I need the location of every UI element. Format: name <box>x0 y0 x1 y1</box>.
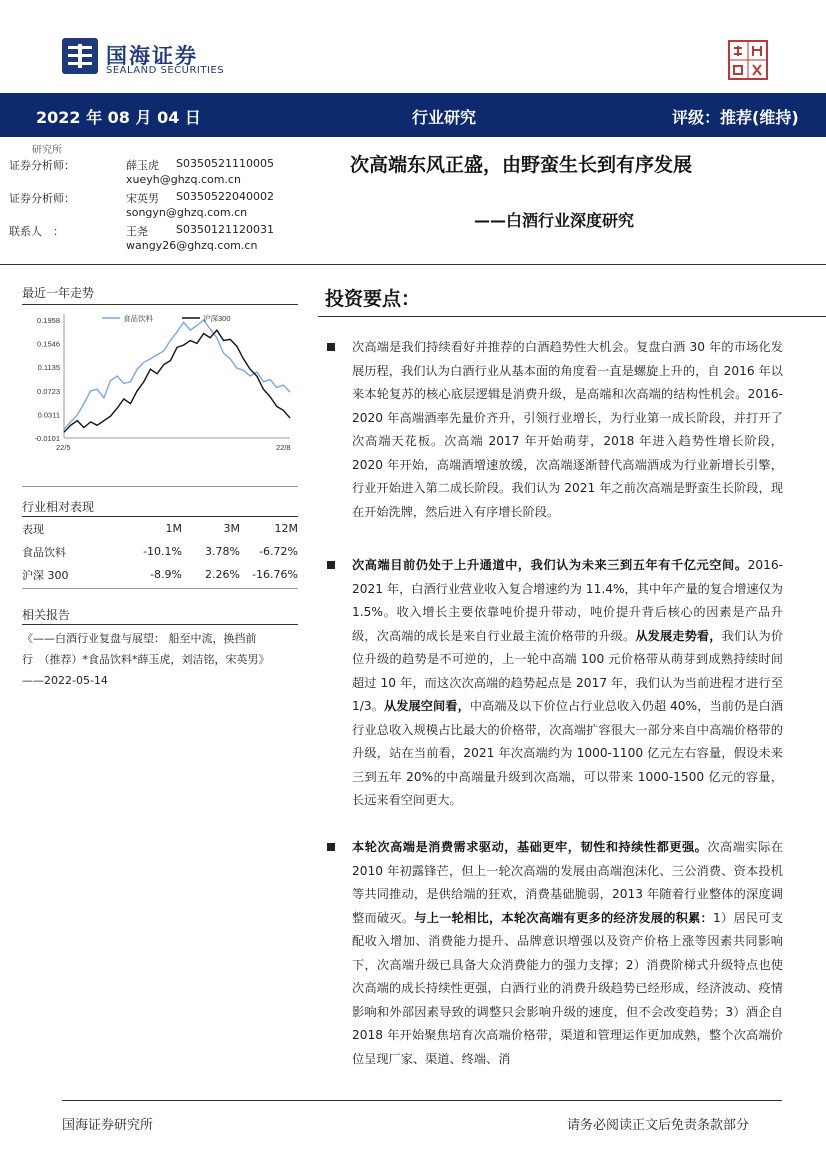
sealand-logo-icon <box>62 38 98 74</box>
performance-title: 行业相对表现 <box>22 500 95 514</box>
research-seal-icon <box>728 40 768 80</box>
body-text: 我们认为价位升级的趋势是不可逆的，上一轮中高端 100 元价格带从萌芽到成熟持续时间超过 10 年，而这次次高端的趋势起点是 2017 年，我们认为当前进程才进行至 1/3。 <box>352 628 784 713</box>
divider <box>22 588 298 589</box>
bold-text: 本轮次高端是消费需求驱动，基础更牢，韧性和持续性都更强。 <box>352 840 708 854</box>
divider <box>0 264 826 265</box>
related-report-date: ——2022-05-14 <box>22 674 108 687</box>
institute-label: 研究所 <box>32 145 62 156</box>
contact-name: 王尧 <box>126 225 148 238</box>
highlight-paragraph-3 <box>352 836 783 1071</box>
trend-chart <box>22 308 298 458</box>
report-title: 次高端东风正盛，由野蛮生长到有序发展 <box>350 154 693 176</box>
column-header: 3M <box>223 522 240 535</box>
bold-text: 与上一轮相比，本轮次高端有更多的经济发展的积累： <box>414 910 714 925</box>
x-tick-label: 22/8 <box>276 443 291 452</box>
table-row <box>22 563 298 586</box>
bold-text: 次高端目前仍处于上升通道中，我们认为未来三到五年有千亿元空间。 <box>352 558 748 572</box>
table-cell: 食品饮料 <box>22 545 66 559</box>
table-cell: -6.72% <box>259 545 298 558</box>
analyst-name: 薛玉虎 <box>126 159 159 172</box>
company-name-cn: 国海证券 <box>106 44 198 68</box>
body-text: 2016-2021 年，白酒行业营业收入复合增速约为 11.4%，其中年产量的复合增速仅为 1.5%。收入增长主要依靠吨价提升带动，吨价提升背后核心的因素是产品升级，次高端的成长是来自行业最主流价格带的升级。 <box>352 558 783 643</box>
highlight-paragraph-1: 次高端是我们持续看好并推荐的白酒趋势性大机会。复盘白酒 30 年的市场化发展历程，我们认为白酒行业从基本面的角度看一直是螺旋上升的，自 2016 年以来本轮复苏的核心底层逻辑是消费升级，是高端和次高端的结构性机会。2016-2020 年高端酒率先量价齐升，引领行业增长，为行业第一成长阶段，并打开了次高端天花板。次高端 2017 年开始萌芽，2018 年进入趋势性增长阶段，2020 年开始，高端酒增速放缓，次高端逐渐替代高端酒成为行业新增长引擎，行业开始进入第二成长阶段。我们认为 2021 年之前次高端是野蛮生长阶段，现在开始洗牌，然后进入有序增长阶段。 <box>352 340 783 519</box>
report-type: 行业研究 <box>412 108 477 127</box>
analyst-role: 证券分析师： <box>9 159 75 172</box>
analyst-email[interactable]: xueyh@ghzq.com.cn <box>126 173 241 186</box>
bold-text: 从发展空间看， <box>383 699 470 713</box>
y-tick-label: -0.0101 <box>34 434 60 443</box>
table-cell: -8.9% <box>150 568 182 581</box>
investment-highlights-title: 投资要点： <box>325 288 421 310</box>
rating: 评级：推荐(维持) <box>672 108 799 127</box>
legend-label: 食品饮料 <box>123 314 153 323</box>
related-title: 相关报告 <box>22 608 71 622</box>
table-header-row <box>22 517 298 540</box>
analyst-name: 宋英男 <box>126 192 159 205</box>
divider <box>318 316 826 317</box>
related-report-line: 《——白酒行业复盘与展望： 船至中流，换挡前 <box>22 632 257 645</box>
analyst-role: 证券分析师： <box>9 192 75 205</box>
contact-code: S0350121120031 <box>176 223 274 236</box>
highlight-paragraph-2 <box>352 554 783 813</box>
report-date: 2022 年 08 月 04 日 <box>36 108 201 127</box>
table-cell: 沪深 300 <box>22 568 69 582</box>
footer-disclaimer: 请务必阅读正文后免责条款部分 <box>567 1118 750 1133</box>
trend-title: 最近一年走势 <box>22 286 95 300</box>
column-header: 1M <box>165 522 182 535</box>
company-name-en: SEALAND SECURITIES <box>106 65 225 76</box>
table-row <box>22 540 298 563</box>
analyst-email[interactable]: songyn@ghzq.com.cn <box>126 206 248 219</box>
divider <box>22 624 298 625</box>
x-tick-label: 22/5 <box>56 443 71 452</box>
analyst-code: S0350522040002 <box>176 190 274 203</box>
table-cell: 2.26% <box>205 568 240 581</box>
footer-divider <box>62 1100 782 1101</box>
report-subtitle: ——白酒行业深度研究 <box>474 211 635 230</box>
body-text: 次高端实际在 2010 年初露锋芒，但上一轮次高端的发展由高端泡沫化、三公消费、资本投机等共同推动，是供给端的狂欢，消费基础脆弱，2013 年随着行业整体的深度调整而破灭。 <box>352 840 784 925</box>
series-line-csi300 <box>64 330 290 432</box>
y-tick-label: 0.0723 <box>37 386 60 396</box>
body-text: 中高端及以下价位占行业总收入仍超 40%，当前仍是白酒行业总收入规模占比最大的价格带，次高端扩容很大一部分来自中高端价格带的升级，站在当前看，2021 年次高端约为 1000-1100 亿元左右容量，假设未来三到五年 20%的中高端量升级到次高端，可以带来 1000-1500 亿元的容量，长远来看空间更大。 <box>352 699 784 807</box>
table-cell: -16.76% <box>252 568 298 581</box>
legend-label: 沪深300 <box>203 314 231 323</box>
column-header: 12M <box>274 522 298 535</box>
divider <box>22 486 298 487</box>
contact-email[interactable]: wangy26@ghzq.com.cn <box>126 239 258 252</box>
bullet-icon <box>327 843 335 851</box>
analyst-code: S0350521110005 <box>176 157 274 170</box>
y-tick-label: 0.1958 <box>37 316 60 325</box>
y-tick-label: 0.1546 <box>37 339 60 349</box>
table-cell: 3.78% <box>205 545 240 558</box>
performance-table <box>22 517 298 586</box>
body-text: 1）居民可支配收入增加、消费能力提升、品牌意识增强以及资产价格上涨等因素共同影响下，次高端升级已具备大众消费能力的强力支撑；2）消费阶梯式升级特点也使次高端的成长持续性更强，白酒行业的消费升级趋势已经形成，经济波动、疫情影响和外部因素导致的调整只会影响升级的速度，但不会改变趋势；3）酒企自 2018 年开始聚焦培育次高端价格带，渠道和管理运作更加成熟，整个次高端价位呈现厂家、渠道、终端、消 <box>352 910 784 1066</box>
contact-role: 联系人 ： <box>9 225 64 238</box>
bullet-icon <box>327 561 335 569</box>
related-report-line: 行 （推荐）*食品饮料*薛玉虎，刘洁铭，宋英男》 <box>22 653 270 666</box>
y-tick-label: 0.1135 <box>37 363 60 373</box>
related-report[interactable] <box>22 628 302 691</box>
column-header: 表现 <box>22 522 44 536</box>
divider <box>22 304 298 305</box>
footer-institute: 国海证券研究所 <box>62 1118 154 1133</box>
y-tick-label: 0.0311 <box>37 410 60 420</box>
table-cell: -10.1% <box>143 545 182 558</box>
bullet-icon <box>327 343 335 351</box>
bold-text: 从发展走势看， <box>635 628 722 643</box>
